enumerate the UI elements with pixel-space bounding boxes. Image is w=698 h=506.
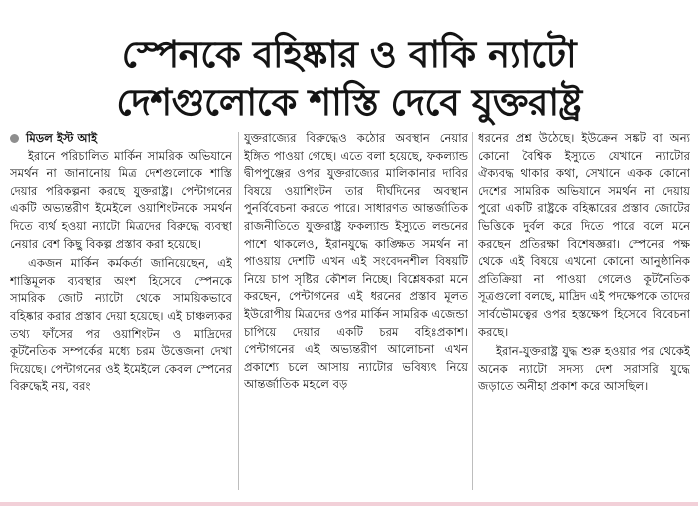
article-column-2: [244, 130, 468, 498]
paragraph: যুক্তরাজ্যের বিরুদ্ধেও কঠোর অবস্থান নেয়ার ইঙ্গিত পাওয়া গেছে। এতে বলা হয়েছে, ফকল্যান্ড দ্বীপপুঞ্জের ওপর যুক্তরাজ্যের মালিকানার দাবির বিষয়ে ওয়াশিংটন তার দীর্ঘদিনের অবস্থান পুনর্বিবেচনা করতে পারে। সাধারণত আন্তর্জাতিক রাজনীতিতে যুক্তরাষ্ট্র ফকল্যান্ড ইস্যুতে লন্ডনের পাশে থাকলেও, ইরানযুদ্ধে কাঙ্ক্ষিত সমর্থন না পাওয়ায় দেশটি এখন এই সংবেদনশীল বিষয়টি নিয়ে চাপ সৃষ্টির কৌশল নিচ্ছে। বিশ্লেষকরা মনে করছেন, পেন্টাগনের এই ধরনের প্রস্তাব মূলত ইউরোপীয় মিত্রদের ওপর মার্কিন সামরিক এজেন্ডা চাপিয়ে দেয়ার একটি চরম বহিঃপ্রকাশ। পেন্টাগনের এই অভ্যন্তরীণ আলোচনা এখন প্রকাশ্যে চলে আসায় ন্যাটোর ভবিষ্যৎ নিয়ে আন্তর্জাতিক মহলে বড়: [244, 131, 468, 392]
headline: [0, 31, 698, 127]
paragraph: ধরনের প্রশ্ন উঠেছে। ইউক্রেন সঙ্কট বা অন্য কোনো বৈশ্বিক ইস্যুতে যেখানে ন্যাটোর ঐক্যবদ্ধ থাকার কথা, সেখানে একক কোনো দেশের সামরিক অভিযানে সমর্থন না দেয়ায় পুরো একটি রাষ্ট্রকে বহিষ্কারের প্রস্তাব জোটের ভিত্তিকে দুর্বল করে দিতে পারে বলে মনে করছেন প্রতিরক্ষা বিশেষজ্ঞরা। স্পেনের পক্ষ থেকে এই বিষয়ে এখনো কোনো আনুষ্ঠানিক প্রতিক্রিয়া না পাওয়া গেলেও কূটনৈতিক সূত্রগুলো বলছে, মাদ্রিদ এই পদক্ষেপকে তাদের সার্বভৌমত্বের ওপর হস্তক্ষেপ হিসেবে বিবেচনা করছে।: [478, 131, 690, 339]
headline-line-1: স্পেনকে বহিষ্কার ও বাকি ন্যাটো: [121, 33, 577, 77]
paragraph: ইরানে পরিচালিত মার্কিন সামরিক অভিযানে সমর্থন না জানানোয় মিত্র দেশগুলোকে শাস্তি দেয়ার পরিকল্পনা করছে যুক্তরাষ্ট্র। পেন্টাগনের একটি অভ্যন্তরীণ ইমেইলে ওয়াশিংটনকে সমর্থন দিতে ব্যর্থ হওয়া ন্যাটো মিত্রদের বিরুদ্ধে ব্যবস্থা নেয়ার বেশ কিছু বিকল্প প্রস্তাব করা হয়েছে।: [10, 148, 232, 251]
column-divider: [472, 132, 473, 490]
byline-source: মিডল ইস্ট আই: [26, 131, 98, 145]
bottom-border: [0, 502, 698, 506]
article-column-3: [478, 130, 690, 498]
headline-line-2: দেশগুলোকে শাস্তি দেবে যুক্তরাষ্ট্র: [116, 81, 582, 125]
bullet-icon: [10, 134, 19, 143]
byline: [10, 130, 232, 148]
paragraph: একজন মার্কিন কর্মকর্তা জানিয়েছেন, এই শাস্তিমূলক ব্যবস্থার অংশ হিসেবে স্পেনকে সামরিক জোট ন্যাটো থেকে সাময়িকভাবে বহিষ্কার করার প্রস্তাব দেয়া হয়েছে। এই চাঞ্চল্যকর তথ্য ফাঁসের পর ওয়াশিংটন ও মাদ্রিদের কূটনৈতিক সম্পর্কের মধ্যে চরম উত্তেজনা দেখা দিয়েছে। পেন্টাগনের ওই ইমেইলে কেবল স্পেনের বিরুদ্ধেই নয়, বরং: [10, 256, 232, 394]
column-divider: [238, 132, 239, 490]
paragraph: ইরান-যুক্তরাষ্ট্র যুদ্ধ শুরু হওয়ার পর থেকেই অনেক ন্যাটো সদস্য দেশ সরাসরি যুদ্ধে জড়াতে অনীহা প্রকাশ করে আসছিল।: [478, 344, 690, 394]
article-column-1: [10, 130, 232, 498]
